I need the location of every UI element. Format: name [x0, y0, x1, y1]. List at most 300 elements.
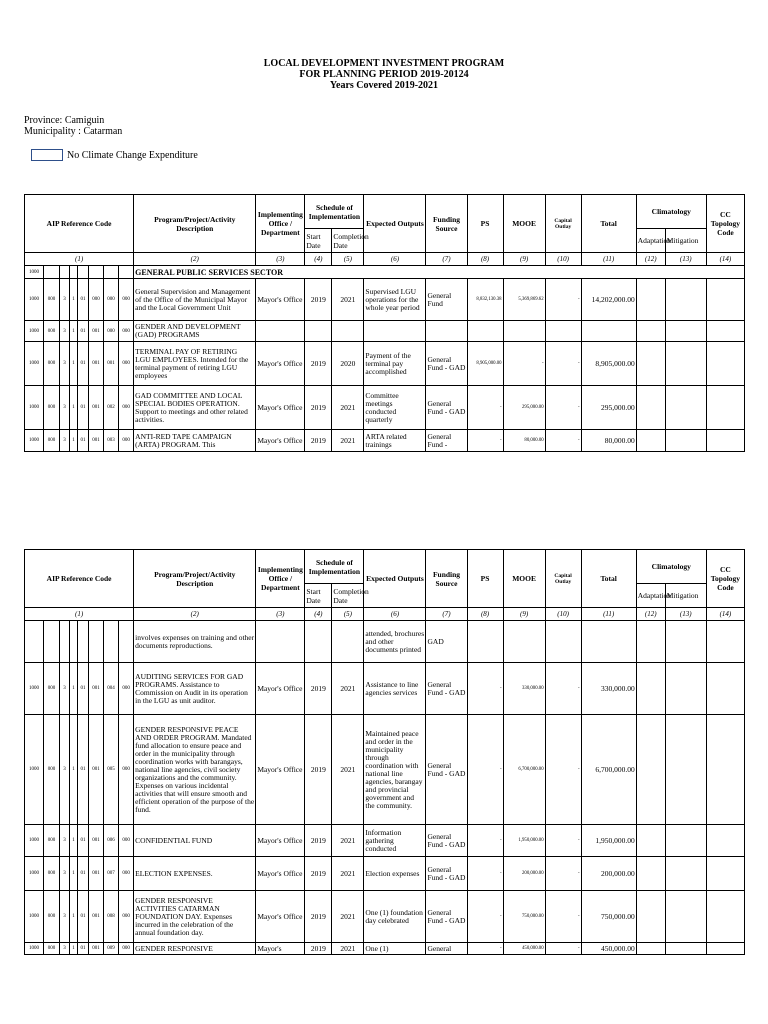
expected-outputs: Supervised LGU operations for the whole year period	[364, 279, 426, 321]
province-label: Province: Camiguin	[24, 115, 105, 126]
aip-code-segment: 01	[78, 891, 89, 943]
mooe-amount: 295,000.00	[503, 386, 545, 430]
header-cc-code: CC Topology Code	[706, 195, 744, 253]
aip-code-segment: 000	[44, 715, 60, 825]
aip-code-segment: 01	[78, 715, 89, 825]
aip-code-segment: 001	[89, 386, 104, 430]
sector-code: 1000	[25, 266, 44, 279]
expected-outputs: One (1)	[364, 943, 426, 955]
aip-code-segment: 1	[70, 891, 78, 943]
ps-amount: -	[467, 663, 503, 715]
legend-swatch	[31, 149, 63, 161]
aip-code-segment: 3	[60, 891, 70, 943]
start-date: 2019	[305, 825, 332, 857]
start-date: 2019	[305, 663, 332, 715]
aip-code-segment: 000	[44, 321, 60, 342]
aip-code-segment: 000	[119, 342, 134, 386]
cc-code-cell	[706, 386, 744, 430]
program-description: involves expenses on training and other documents reproductions.	[134, 621, 256, 663]
program-description: ANTI-RED TAPE CAMPAIGN (ARTA) PROGRAM. This	[134, 430, 256, 452]
funding-source: General Fund - GAD	[426, 825, 467, 857]
adaptation-cell	[636, 621, 665, 663]
header-capital-outlay: Capital Outlay	[545, 195, 581, 253]
adaptation-cell	[636, 891, 665, 943]
aip-code-segment: 006	[104, 825, 119, 857]
header-outputs: Expected Outputs	[364, 550, 426, 608]
aip-code-segment: 001	[89, 825, 104, 857]
header-aip-code: AIP Reference Code	[25, 195, 134, 253]
table-row	[25, 386, 745, 430]
program-description: GENDER AND DEVELOPMENT (GAD) PROGRAMS	[134, 321, 256, 342]
total-amount: 1,950,000.00	[581, 825, 636, 857]
aip-code-segment: 1	[70, 430, 78, 452]
aip-code-segment: 1000	[25, 430, 44, 452]
aip-code-segment	[119, 621, 134, 663]
cc-code-cell	[706, 891, 744, 943]
header-mitigation: Mitigation	[665, 229, 706, 253]
aip-code-segment: 007	[104, 857, 119, 891]
expected-outputs	[364, 321, 426, 342]
header-program: Program/Project/Activity Description	[134, 195, 256, 253]
aip-code-segment	[104, 621, 119, 663]
total-amount: 200,000.00	[581, 857, 636, 891]
total-amount	[581, 621, 636, 663]
capital-outlay-amount: -	[545, 342, 581, 386]
completion-date: 2021	[332, 857, 364, 891]
aip-code-segment: 1	[70, 857, 78, 891]
start-date: 2019	[305, 386, 332, 430]
header-adaptation: Adaptation	[636, 584, 665, 608]
aip-code-segment: 001	[89, 891, 104, 943]
aip-code-segment: 000	[44, 943, 60, 955]
mitigation-cell	[665, 386, 706, 430]
mitigation-cell	[665, 321, 706, 342]
table-row	[25, 621, 745, 663]
aip-code-segment: 1	[70, 279, 78, 321]
location-meta	[24, 115, 122, 137]
total-amount: 450,000.00	[581, 943, 636, 955]
expected-outputs: Payment of the terminal pay accomplished	[364, 342, 426, 386]
start-date: 2019	[305, 891, 332, 943]
start-date: 2019	[305, 342, 332, 386]
expected-outputs: ARTA related trainings	[364, 430, 426, 452]
aip-code-segment: 000	[104, 279, 119, 321]
mitigation-cell	[665, 943, 706, 955]
aip-code-segment: 1	[70, 715, 78, 825]
cc-code-cell	[706, 430, 744, 452]
completion-date: 2021	[332, 430, 364, 452]
mooe-amount: 80,000.00	[503, 430, 545, 452]
mooe-amount: 750,000.00	[503, 891, 545, 943]
mitigation-cell	[665, 279, 706, 321]
implementing-office: Mayor's Office	[256, 386, 305, 430]
aip-code-segment: 000	[119, 321, 134, 342]
capital-outlay-amount: -	[545, 715, 581, 825]
capital-outlay-amount	[545, 321, 581, 342]
cc-code-cell	[706, 342, 744, 386]
mooe-amount: 330,000.00	[503, 663, 545, 715]
aip-code-segment: 000	[104, 321, 119, 342]
aip-code-segment: 001	[104, 342, 119, 386]
implementing-office: Mayor's Office	[256, 891, 305, 943]
total-amount: 330,000.00	[581, 663, 636, 715]
start-date: 2019	[305, 943, 332, 955]
implementing-office: Mayor's Office	[256, 663, 305, 715]
aip-code-segment: 1000	[25, 663, 44, 715]
total-amount: 8,905,000.00	[581, 342, 636, 386]
ps-amount: -	[467, 943, 503, 955]
table-row	[25, 321, 745, 342]
aip-code-segment: 1000	[25, 857, 44, 891]
capital-outlay-amount: -	[545, 891, 581, 943]
aip-code-segment: 001	[89, 715, 104, 825]
ps-amount	[467, 621, 503, 663]
adaptation-cell	[636, 430, 665, 452]
aip-code-segment: 1000	[25, 386, 44, 430]
cc-code-cell	[706, 279, 744, 321]
completion-date: 2021	[332, 386, 364, 430]
title-line-1: LOCAL DEVELOPMENT INVESTMENT PROGRAM	[263, 58, 505, 69]
aip-code-segment: 000	[119, 857, 134, 891]
total-amount: 6,700,000.00	[581, 715, 636, 825]
aip-code-segment	[25, 621, 44, 663]
aip-code-segment: 009	[104, 943, 119, 955]
header-capital-outlay: Capital Outlay	[545, 550, 581, 608]
funding-source: General Fund - GAD	[426, 857, 467, 891]
mitigation-cell	[665, 621, 706, 663]
expected-outputs: Maintained peace and order in the municipality through coordination with national line agencies, barangay and provincial government and the community.	[364, 715, 426, 825]
mooe-amount: 6,700,000.00	[503, 715, 545, 825]
aip-code-segment: 001	[89, 430, 104, 452]
aip-code-segment: 3	[60, 825, 70, 857]
aip-code-segment: 3	[60, 857, 70, 891]
aip-code-segment	[60, 621, 70, 663]
table-row	[25, 342, 745, 386]
completion-date: 2021	[332, 279, 364, 321]
aip-code-segment: 01	[78, 943, 89, 955]
aip-code-segment: 000	[119, 663, 134, 715]
aip-code-segment: 002	[104, 386, 119, 430]
mitigation-cell	[665, 663, 706, 715]
header-start-date: Start Date	[305, 229, 332, 253]
capital-outlay-amount: -	[545, 279, 581, 321]
aip-code-segment: 1	[70, 321, 78, 342]
cc-code-cell	[706, 825, 744, 857]
funding-source: General Fund - GAD	[426, 386, 467, 430]
aip-code-segment: 000	[89, 279, 104, 321]
aip-code-segment	[89, 621, 104, 663]
aip-code-segment: 008	[104, 891, 119, 943]
capital-outlay-amount: -	[545, 430, 581, 452]
completion-date: 2021	[332, 825, 364, 857]
aip-code-segment: 000	[44, 279, 60, 321]
aip-code-segment: 1	[70, 386, 78, 430]
funding-source: General Fund - GAD	[426, 715, 467, 825]
aip-code-segment: 01	[78, 430, 89, 452]
cc-code-cell	[706, 715, 744, 825]
aip-code-segment: 000	[44, 386, 60, 430]
aip-code-segment: 01	[78, 857, 89, 891]
cc-code-cell	[706, 943, 744, 955]
aip-code-segment: 005	[104, 715, 119, 825]
aip-code-segment: 000	[44, 825, 60, 857]
completion-date: 2020	[332, 342, 364, 386]
cc-code-cell	[706, 857, 744, 891]
capital-outlay-amount: -	[545, 386, 581, 430]
completion-date: 2021	[332, 663, 364, 715]
mooe-amount: 200,000.00	[503, 857, 545, 891]
implementing-office: Mayor's	[256, 943, 305, 955]
aip-code-segment: 001	[89, 663, 104, 715]
header-aip-code: AIP Reference Code	[25, 550, 134, 608]
ps-amount	[467, 321, 503, 342]
aip-code-segment: 3	[60, 342, 70, 386]
header-schedule: Schedule of Implementation	[305, 195, 364, 229]
total-amount	[581, 321, 636, 342]
aip-code-segment: 1000	[25, 825, 44, 857]
aip-code-segment: 01	[78, 342, 89, 386]
start-date: 2019	[305, 715, 332, 825]
header-mooe: MOOE	[503, 195, 545, 253]
aip-code-segment	[78, 621, 89, 663]
aip-code-segment: 3	[60, 321, 70, 342]
capital-outlay-amount: -	[545, 825, 581, 857]
start-date: 2019	[305, 430, 332, 452]
ps-amount: 8,832,130.38	[467, 279, 503, 321]
table-row	[25, 857, 745, 891]
aip-code-segment: 001	[89, 943, 104, 955]
aip-code-segment: 000	[119, 715, 134, 825]
aip-code-segment: 1	[70, 943, 78, 955]
program-description: TERMINAL PAY OF RETIRING LGU EMPLOYEES. Intended for the terminal payment of retiring LGU employees	[134, 342, 256, 386]
aip-code-segment: 000	[44, 857, 60, 891]
sector-row	[25, 266, 745, 279]
adaptation-cell	[636, 825, 665, 857]
adaptation-cell	[636, 857, 665, 891]
ps-amount: -	[467, 430, 503, 452]
sector-name: GENERAL PUBLIC SERVICES SECTOR	[134, 266, 745, 279]
aip-code-segment: 1000	[25, 321, 44, 342]
ps-amount: -	[467, 715, 503, 825]
mooe-amount	[503, 621, 545, 663]
aip-code-segment: 3	[60, 663, 70, 715]
aip-code-segment: 3	[60, 430, 70, 452]
table-row	[25, 430, 745, 452]
header-office: Implementing Office / Department	[256, 550, 305, 608]
ps-amount: -	[467, 857, 503, 891]
program-description: GENDER RESPONSIVE	[134, 943, 256, 955]
aip-code-segment: 1	[70, 825, 78, 857]
aip-code-segment: 000	[119, 891, 134, 943]
completion-date	[332, 321, 364, 342]
column-index-row: (1) (2) (3) (4) (5) (6) (7) (8) (9) (10) (11) (12) (13) (14)	[25, 608, 745, 621]
aip-code-segment: 1000	[25, 891, 44, 943]
program-description: AUDITING SERVICES FOR GAD PROGRAMS. Assistance to Commission on Audit in its operation in the LGU as unit auditor.	[134, 663, 256, 715]
total-amount: 80,000.00	[581, 430, 636, 452]
aip-code-segment: 000	[44, 663, 60, 715]
climate-change-legend	[31, 149, 198, 161]
completion-date	[332, 621, 364, 663]
aip-code-segment: 000	[119, 386, 134, 430]
header-cc-code: CC Topology Code	[706, 550, 744, 608]
aip-code-segment: 3	[60, 943, 70, 955]
aip-code-segment: 1000	[25, 342, 44, 386]
aip-code-segment: 000	[119, 279, 134, 321]
aip-code-segment: 1000	[25, 279, 44, 321]
header-funding: Funding Source	[426, 550, 467, 608]
implementing-office	[256, 621, 305, 663]
program-description: GENDER RESPONSIVE PEACE AND ORDER PROGRAM. Mandated fund allocation to ensure peace and order in the municipality through coordination works with barangays, national line agencies, civil society organizations and the community. Expenses on various incidental activities that will ensure smooth and efficient operation of the purpose of the fund.	[134, 715, 256, 825]
ps-amount: -	[467, 891, 503, 943]
implementing-office: Mayor's Office	[256, 279, 305, 321]
header-ps: PS	[467, 550, 503, 608]
program-description: GAD COMMITTEE AND LOCAL SPECIAL BODIES OPERATION. Support to meetings and other related activities.	[134, 386, 256, 430]
aip-code-segment: 001	[89, 321, 104, 342]
aip-code-segment: 000	[119, 825, 134, 857]
header-ps: PS	[467, 195, 503, 253]
aip-code-segment	[70, 621, 78, 663]
expected-outputs: attended, brochures and other documents printed	[364, 621, 426, 663]
expected-outputs: Assistance to line agencies services	[364, 663, 426, 715]
expected-outputs: Committee meetings conducted quarterly	[364, 386, 426, 430]
mooe-amount: 5,369,869.62	[503, 279, 545, 321]
funding-source: General Fund - GAD	[426, 342, 467, 386]
adaptation-cell	[636, 342, 665, 386]
climate-note: No Climate Change Expenditure	[67, 149, 198, 161]
mooe-amount: 450,000.00	[503, 943, 545, 955]
header-mitigation: Mitigation	[665, 584, 706, 608]
funding-source: General Fund - GAD	[426, 663, 467, 715]
start-date: 2019	[305, 857, 332, 891]
expected-outputs: Information gathering conducted	[364, 825, 426, 857]
adaptation-cell	[636, 943, 665, 955]
capital-outlay-amount: -	[545, 857, 581, 891]
aip-code-segment: 01	[78, 386, 89, 430]
program-description: GENDER RESPONSIVE ACTIVITIES CATARMAN FOUNDATION DAY. Expenses incurred in the celebration of the annual foundation day.	[134, 891, 256, 943]
funding-source	[426, 321, 467, 342]
header-adaptation: Adaptation	[636, 229, 665, 253]
adaptation-cell	[636, 663, 665, 715]
aip-code-segment: 01	[78, 279, 89, 321]
mitigation-cell	[665, 857, 706, 891]
header-office: Implementing Office / Department	[256, 195, 305, 253]
expected-outputs: One (1) foundation day celebrated	[364, 891, 426, 943]
total-amount: 14,202,000.00	[581, 279, 636, 321]
header-total: Total	[581, 195, 636, 253]
cc-code-cell	[706, 663, 744, 715]
aip-code-segment	[44, 621, 60, 663]
mooe-amount: -	[503, 342, 545, 386]
adaptation-cell	[636, 321, 665, 342]
header-program: Program/Project/Activity Description	[134, 550, 256, 608]
aip-code-segment: 001	[89, 857, 104, 891]
funding-source: General	[426, 943, 467, 955]
aip-code-segment: 01	[78, 663, 89, 715]
aip-code-segment: 001	[89, 342, 104, 386]
aip-code-segment: 01	[78, 321, 89, 342]
mooe-amount	[503, 321, 545, 342]
adaptation-cell	[636, 279, 665, 321]
aip-code-segment: 000	[119, 943, 134, 955]
mitigation-cell	[665, 715, 706, 825]
aip-code-segment: 1000	[25, 715, 44, 825]
program-description: CONFIDENTIAL FUND	[134, 825, 256, 857]
ps-amount: -	[467, 825, 503, 857]
mitigation-cell	[665, 430, 706, 452]
completion-date: 2021	[332, 715, 364, 825]
header-completion-date: Completion Date	[332, 584, 364, 608]
aip-code-segment: 1	[70, 342, 78, 386]
start-date: 2019	[305, 279, 332, 321]
table-row	[25, 663, 745, 715]
cc-code-cell	[706, 321, 744, 342]
implementing-office: Mayor's Office	[256, 342, 305, 386]
implementing-office: Mayor's Office	[256, 430, 305, 452]
total-amount: 295,000.00	[581, 386, 636, 430]
expected-outputs: Election expenses	[364, 857, 426, 891]
title-line-3: Years Covered 2019-2021	[329, 80, 439, 91]
header-climatology: Climatology	[636, 195, 706, 229]
mitigation-cell	[665, 825, 706, 857]
program-description: General Supervision and Management of the Office of the Municipal Mayor and the Local Government Unit	[134, 279, 256, 321]
ps-amount: 8,905,000.00	[467, 342, 503, 386]
aip-code-segment: 000	[44, 342, 60, 386]
aip-code-segment: 004	[104, 663, 119, 715]
table-row	[25, 825, 745, 857]
header-schedule: Schedule of Implementation	[305, 550, 364, 584]
aip-code-segment: 000	[119, 430, 134, 452]
aip-code-segment: 01	[78, 825, 89, 857]
header-start-date: Start Date	[305, 584, 332, 608]
mitigation-cell	[665, 891, 706, 943]
aip-code-segment: 3	[60, 715, 70, 825]
funding-source: General Fund - GAD	[426, 891, 467, 943]
capital-outlay-amount: -	[545, 943, 581, 955]
completion-date: 2021	[332, 943, 364, 955]
header-climatology: Climatology	[636, 550, 706, 584]
header-funding: Funding Source	[426, 195, 467, 253]
program-description: ELECTION EXPENSES.	[134, 857, 256, 891]
implementing-office: Mayor's Office	[256, 825, 305, 857]
implementing-office: Mayor's Office	[256, 715, 305, 825]
capital-outlay-amount: -	[545, 663, 581, 715]
table-row	[25, 891, 745, 943]
capital-outlay-amount	[545, 621, 581, 663]
adaptation-cell	[636, 715, 665, 825]
title-line-2: FOR PLANNING PERIOD 2019-20124	[299, 69, 469, 80]
aip-code-segment: 1000	[25, 943, 44, 955]
mitigation-cell	[665, 342, 706, 386]
cc-code-cell	[706, 621, 744, 663]
column-index-row: (1) (2) (3) (4) (5) (6) (7) (8) (9) (10) (11) (12) (13) (14)	[25, 253, 745, 266]
adaptation-cell	[636, 386, 665, 430]
municipality-label: Municipality : Catarman	[24, 126, 123, 137]
aip-code-segment: 000	[44, 430, 60, 452]
header-total: Total	[581, 550, 636, 608]
table-row	[25, 279, 745, 321]
table-row	[25, 943, 745, 955]
aip-code-segment: 000	[44, 891, 60, 943]
completion-date: 2021	[332, 891, 364, 943]
implementing-office: Mayor's Office	[256, 857, 305, 891]
table-row	[25, 715, 745, 825]
funding-source: GAD	[426, 621, 467, 663]
ps-amount: -	[467, 386, 503, 430]
header-outputs: Expected Outputs	[364, 195, 426, 253]
implementing-office	[256, 321, 305, 342]
funding-source: General Fund	[426, 279, 467, 321]
document-title	[0, 58, 768, 91]
